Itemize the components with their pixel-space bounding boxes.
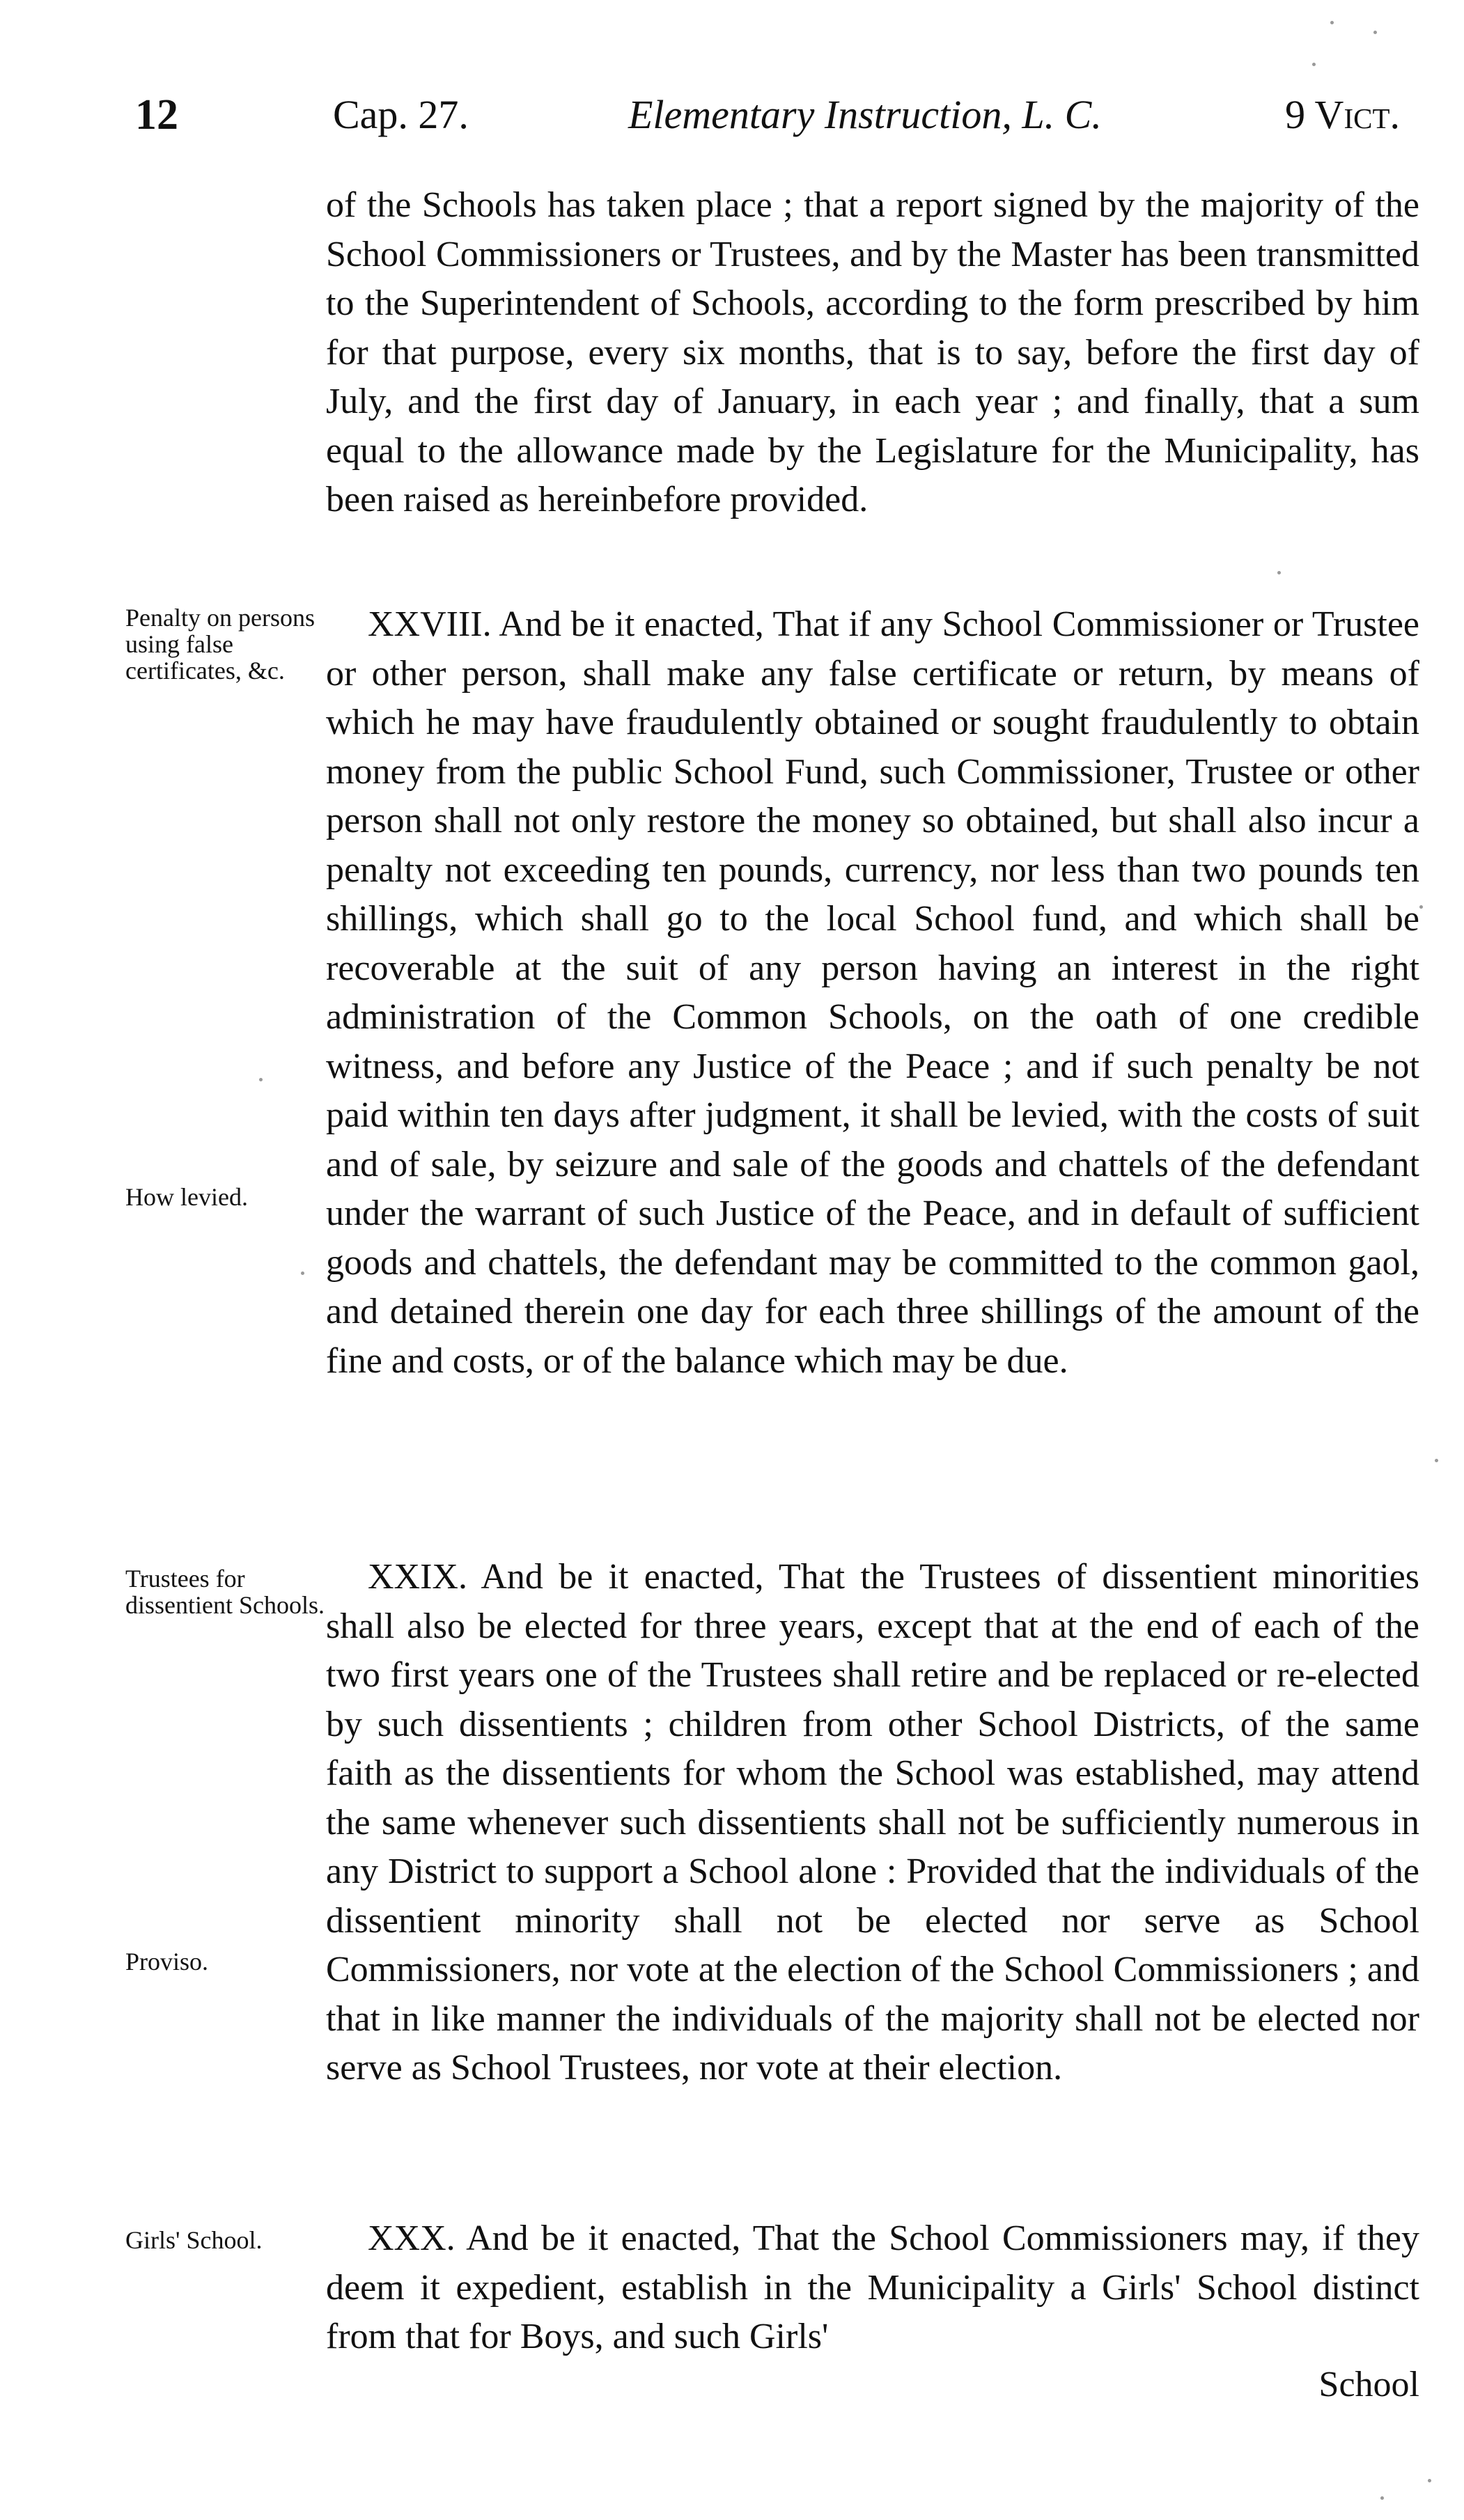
sidenote-penalty: Penalty on persons using false certificates, &c. <box>125 604 315 684</box>
running-title: Elementary Instruction, L. C. <box>628 92 1102 137</box>
scan-speck <box>1373 31 1377 34</box>
sidenote-how-levied: How levied. <box>125 1183 248 1211</box>
page-number: 12 <box>135 91 178 139</box>
sidenote-girls-school: Girls' School. <box>125 2226 263 2254</box>
running-header <box>125 84 1407 146</box>
scan-speck <box>301 1271 304 1275</box>
chapter-number: Cap. 27. <box>333 92 469 137</box>
section-xxviii: XXVIII. And be it enacted, That if any School Commissioner or Trustee or other person, shall make any false certificate or return, by means of which he may have fraudulently obtained or sought fraudulently to obtain money from the public School Fund, such Commissioner, Trustee or other person shall not only restore the money so obtained, but shall also incur a penalty not exceeding ten pounds, currency, nor less than two pounds ten shillings, which shall go to the local School fund, and which shall be recoverable at the suit of any person having an interest in the right administration of the Common Schools, on the oath of one credible witness, and before any Justice of the Peace ; and if such penalty be not paid within ten days after judgment, it shall be levied, with the costs of suit and of sale, by seizure and sale of the goods and chattels of the defendant under the warrant of such Justice of the Peace, and in default of sufficient goods and chattels, the defendant may be committed to the common gaol, and detained therein one day for each three shillings of the amount of the fine and costs, or of the balance which may be due. <box>326 604 1419 1381</box>
sidenote-trustees: Trustees for dissentient Schools. <box>125 1565 325 1619</box>
scan-speck <box>1435 1459 1438 1462</box>
scan-speck <box>1419 905 1423 909</box>
scan-speck <box>1312 63 1316 66</box>
catchword: School <box>1318 2365 1419 2404</box>
scan-speck <box>1277 571 1281 574</box>
regnal-year: 9 Vict. <box>1285 92 1400 137</box>
section-xxx: XXX. And be it enacted, That the School Commissioners may, if they deem it expedient, establish in the Municipality a Girls' School distinct from that for Boys, and such Girls' <box>326 2218 1419 2356</box>
sidenote-proviso: Proviso. <box>125 1948 209 1975</box>
scan-speck <box>259 1078 263 1081</box>
scan-speck <box>1428 2479 1431 2482</box>
scan-speck <box>1380 2496 1384 2500</box>
section-xxix: XXIX. And be it enacted, That the Trustees of dissentient minorities shall also be elected for three years, except that at the end of each of the two first years one of the Trustees shall retire and be replaced or re-elected by such dissentients ; children from other School Districts, of the same faith as the dissentients for whom the School was established, may attend the same whenever such dissentients shall not be sufficiently numerous in any District to support a School alone : Provided that the individuals of the dissentient minority shall not be elected nor serve as School Commissioners, nor vote at the election of the School Commissioners ; and that in like manner the individuals of the majority shall not be elected nor serve as School Trustees, nor vote at their election. <box>326 1557 1419 2088</box>
continuation-paragraph: of the Schools has taken place ; that a report signed by the majority of the School Commissioners or Trustees, and by the Master has been transmitted to the Superintendent of Schools, according to the form prescribed by him for that purpose, every six months, that is to say, before the first day of July, and the first day of January, in each year ; and finally, that a sum equal to the allowance made by the Legislature for the Municipality, has been raised as hereinbefore provided. <box>326 185 1419 519</box>
scan-speck <box>1330 21 1334 24</box>
